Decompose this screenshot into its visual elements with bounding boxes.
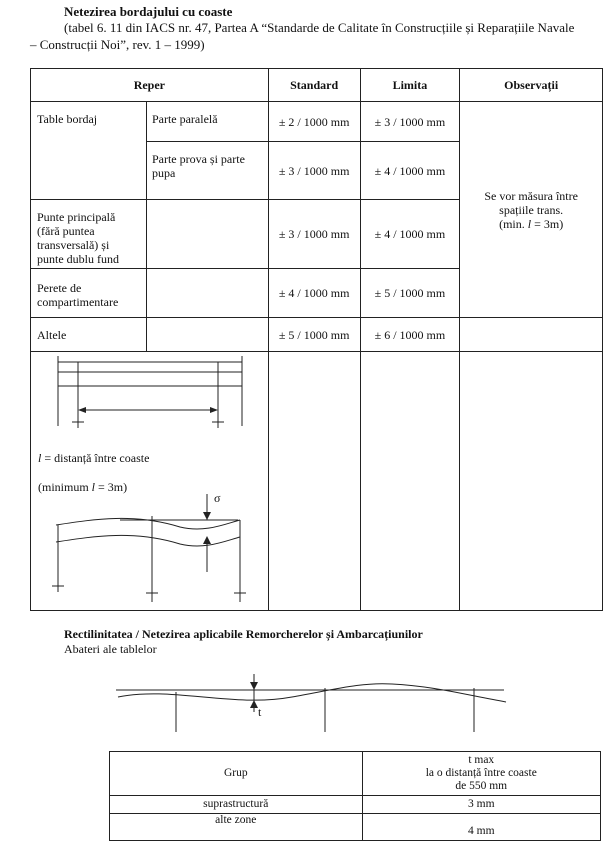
value-cell: 3 mm <box>362 796 600 814</box>
row-standard: ± 5 / 1000 mm <box>268 318 360 352</box>
section-subtitle-line1: (tabel 6. 11 din IACS nr. 47, Partea A “Standarde de Calitate în Construcțiile și Reparațiile Navale <box>64 20 575 35</box>
row-standard: ± 2 / 1000 mm <box>268 102 360 142</box>
t-label: t <box>258 705 262 719</box>
tmax-table <box>109 751 601 841</box>
row-sub-parte-prova: Parte prova și parte pupa <box>146 142 268 200</box>
row-standard: ± 4 / 1000 mm <box>268 269 360 318</box>
diagram-empty-standard <box>268 352 360 611</box>
observatii-min: (min. l = 3m) <box>499 216 564 231</box>
row-limita: ± 3 / 1000 mm <box>360 102 460 142</box>
section-title-netezirea: Netezirea bordajului cu coaste <box>64 4 233 19</box>
section-subtitle-line2: – Construcții Noi”, rev. 1 – 1999) <box>30 37 205 52</box>
table-header-row <box>110 752 601 796</box>
row-item-altele: Altele <box>31 318 147 352</box>
row-sub-empty <box>146 318 268 352</box>
diagram-l-definition: l = distanță între coaste <box>38 451 150 465</box>
row-limita: ± 4 / 1000 mm <box>360 200 460 269</box>
row-sub-empty <box>146 269 268 318</box>
section-title-rectilinitatea: Rectilinitatea / Netezirea aplicabile Remorcherelor și Ambarcațiunilor <box>64 627 423 641</box>
header-observatii: Observații <box>460 69 603 102</box>
header-reper: Reper <box>31 69 269 102</box>
table-row <box>110 796 601 814</box>
table-row <box>31 102 603 142</box>
deflection-sigma-diagram <box>40 492 260 607</box>
row-item-table-bordaj: Table bordaj <box>31 102 147 200</box>
diagram-minimum-l: (minimum l = 3m) <box>38 480 128 494</box>
row-standard: ± 3 / 1000 mm <box>268 142 360 200</box>
header-limita: Limita <box>360 69 460 102</box>
frame-spacing-diagram <box>50 350 250 430</box>
plate-deviation-diagram <box>112 672 512 736</box>
row-standard: ± 3 / 1000 mm <box>268 200 360 269</box>
section-subtitle-abateri: Abateri ale tablelor <box>64 642 157 656</box>
row-sub-parte-paralela: Parte paralelă <box>146 102 268 142</box>
header-standard: Standard <box>268 69 360 102</box>
sigma-label: σ <box>214 492 221 505</box>
row-item-punte: Punte principală (fără puntea transversală) și punte dublu fund <box>31 200 147 269</box>
grup-cell: alte zone <box>110 814 363 841</box>
table-header-row <box>31 69 603 102</box>
table-row <box>110 814 601 841</box>
row-sub-empty <box>146 200 268 269</box>
observatii-text: Se vor măsura între spațiile trans. <box>484 188 578 217</box>
diagram-empty-observatii <box>460 352 603 611</box>
value-cell: 4 mm <box>362 814 600 841</box>
diagram-empty-limita <box>360 352 460 611</box>
observatii-cell <box>460 102 603 318</box>
table-row <box>31 318 603 352</box>
row-limita: ± 5 / 1000 mm <box>360 269 460 318</box>
grup-cell: suprastructură <box>110 796 363 814</box>
header-tmax: t max la o distanță între coaste de 550 mm <box>362 752 600 796</box>
header-grup: Grup <box>110 752 363 796</box>
row-limita: ± 6 / 1000 mm <box>360 318 460 352</box>
row-item-perete: Perete de compartimentare <box>31 269 147 318</box>
observatii-empty <box>460 318 603 352</box>
row-limita: ± 4 / 1000 mm <box>360 142 460 200</box>
